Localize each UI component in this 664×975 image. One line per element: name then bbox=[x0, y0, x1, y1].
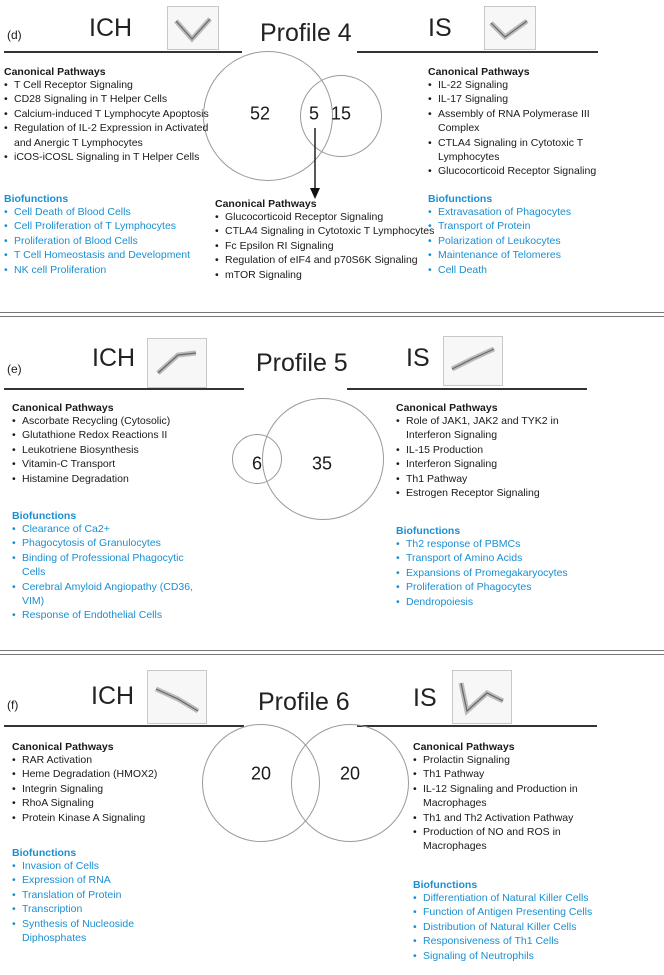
canonical-list bbox=[4, 78, 212, 164]
list-item: • Th1 Pathway bbox=[413, 767, 593, 781]
ich-canonical-block bbox=[12, 741, 202, 825]
list-item: • IL-15 Production bbox=[396, 443, 576, 457]
ich-biofunctions-block bbox=[4, 193, 234, 277]
list-item: • Phagocytosis of Granulocytes bbox=[12, 536, 202, 550]
list-item: • Heme Degradation (HMOX2) bbox=[12, 767, 202, 781]
list-item: • Assembly of RNA Polymerase III Complex bbox=[428, 107, 598, 136]
ich-underline bbox=[4, 388, 244, 390]
is-underline bbox=[347, 388, 587, 390]
is-profile-thumbnail bbox=[443, 336, 503, 386]
list-item: • T Cell Receptor Signaling bbox=[4, 78, 212, 92]
list-item: • Transcription bbox=[12, 902, 192, 916]
biofunctions-heading: Biofunctions bbox=[12, 847, 77, 859]
is-biofunctions-block bbox=[396, 525, 616, 609]
canonical-list bbox=[215, 210, 435, 282]
canonical-list bbox=[12, 753, 202, 825]
canonical-heading: Canonical Pathways bbox=[4, 66, 106, 78]
is-title: IS bbox=[413, 684, 437, 712]
biofunctions-heading: Biofunctions bbox=[396, 525, 461, 537]
list-item: • Signaling of Neutrophils bbox=[413, 949, 653, 963]
canonical-list bbox=[12, 414, 227, 486]
list-item: • IL-22 Signaling bbox=[428, 78, 598, 92]
biofunctions-heading: Biofunctions bbox=[428, 193, 493, 205]
is-biofunctions-block bbox=[428, 193, 628, 277]
list-item: • CTLA4 Signaling in Cytotoxic T Lymphocytes bbox=[215, 224, 435, 238]
is-canonical-block bbox=[396, 402, 576, 500]
ich-count: 6 bbox=[251, 453, 263, 474]
list-item: • Calcium-induced T Lymphocyte Apoptosis bbox=[4, 107, 212, 121]
list-item: • Proliferation of Phagocytes bbox=[396, 580, 616, 594]
shared-arrow bbox=[308, 128, 322, 200]
list-item: • Cell Proliferation of T Lymphocytes bbox=[4, 219, 234, 233]
ich-underline bbox=[4, 51, 242, 53]
is-profile-thumbnail bbox=[452, 670, 512, 724]
biofunctions-list bbox=[396, 537, 616, 609]
list-item: • Integrin Signaling bbox=[12, 782, 202, 796]
list-item: • CD28 Signaling in T Helper Cells bbox=[4, 92, 212, 106]
list-item: • Transport of Protein bbox=[428, 219, 628, 233]
ich-title: ICH bbox=[91, 682, 135, 710]
is-only-count: 15 bbox=[330, 103, 352, 124]
list-item: • IL-17 Signaling bbox=[428, 92, 598, 106]
list-item: • Th2 response of PBMCs bbox=[396, 537, 616, 551]
is-underline bbox=[357, 725, 597, 727]
list-item: • Binding of Professional Phagocytic Cells bbox=[12, 551, 202, 580]
list-item: • Fc Epsilon RI Signaling bbox=[215, 239, 435, 253]
list-item: • Role of JAK1, JAK2 and TYK2 in Interferon Signaling bbox=[396, 414, 576, 443]
is-count: 20 bbox=[339, 763, 361, 784]
ich-canonical-block bbox=[4, 66, 212, 164]
list-item: • Regulation of IL-2 Expression in Activated and Anergic T Lymphocytes bbox=[4, 121, 212, 150]
is-profile-thumbnail bbox=[484, 6, 536, 50]
list-item: • Synthesis of Nucleoside Diphosphates bbox=[12, 917, 192, 946]
section-divider bbox=[0, 654, 664, 655]
canonical-list bbox=[396, 414, 576, 500]
ich-canonical-block bbox=[12, 402, 227, 486]
list-item: • Transport of Amino Acids bbox=[396, 551, 616, 565]
is-underline bbox=[357, 51, 598, 53]
is-count: 35 bbox=[311, 453, 333, 474]
list-item: • Function of Antigen Presenting Cells bbox=[413, 905, 653, 919]
list-item: • iCOS-iCOSL Signaling in T Helper Cells bbox=[4, 150, 212, 164]
list-item: • CTLA4 Signaling in Cytotoxic T Lymphocytes bbox=[428, 136, 598, 165]
section-divider bbox=[0, 312, 664, 313]
ich-count: 20 bbox=[250, 763, 272, 784]
list-item: • Proliferation of Blood Cells bbox=[4, 234, 234, 248]
canonical-heading: Canonical Pathways bbox=[215, 198, 317, 210]
list-item: • Glucocorticoid Receptor Signaling bbox=[428, 164, 598, 178]
list-item: • Response of Endothelial Cells bbox=[12, 608, 202, 622]
canonical-list bbox=[413, 753, 593, 854]
list-item: • Glucocorticoid Receptor Signaling bbox=[215, 210, 435, 224]
list-item: • Production of NO and ROS in Macrophages bbox=[413, 825, 593, 854]
profile-title: Profile 4 bbox=[260, 19, 352, 47]
biofunctions-heading: Biofunctions bbox=[4, 193, 69, 205]
canonical-heading: Canonical Pathways bbox=[12, 402, 114, 414]
canonical-list bbox=[428, 78, 598, 179]
shared-canonical-block bbox=[215, 198, 435, 282]
list-item: • Clearance of Ca2+ bbox=[12, 522, 202, 536]
list-item: • NK cell Proliferation bbox=[4, 263, 234, 277]
list-item: • Dendropoiesis bbox=[396, 595, 616, 609]
list-item: • Expression of RNA bbox=[12, 873, 192, 887]
panel-label: (d) bbox=[7, 28, 22, 42]
list-item: • Maintenance of Telomeres bbox=[428, 248, 628, 262]
ich-profile-thumbnail bbox=[147, 338, 207, 388]
list-item: • Translation of Protein bbox=[12, 888, 192, 902]
biofunctions-heading: Biofunctions bbox=[413, 879, 478, 891]
shared-count: 5 bbox=[308, 103, 320, 124]
biofunctions-list bbox=[428, 205, 628, 277]
section-divider bbox=[0, 650, 664, 651]
list-item: • Invasion of Cells bbox=[12, 859, 192, 873]
list-item: • Glutathione Redox Reactions II bbox=[12, 428, 227, 442]
list-item: • RAR Activation bbox=[12, 753, 202, 767]
list-item: • Cell Death bbox=[428, 263, 628, 277]
canonical-heading: Canonical Pathways bbox=[413, 741, 515, 753]
biofunctions-list bbox=[4, 205, 234, 277]
is-title: IS bbox=[406, 344, 430, 372]
list-item: • Interferon Signaling bbox=[396, 457, 576, 471]
canonical-heading: Canonical Pathways bbox=[396, 402, 498, 414]
ich-title: ICH bbox=[92, 344, 136, 372]
ich-title: ICH bbox=[89, 14, 133, 42]
ich-biofunctions-block bbox=[12, 510, 202, 623]
ich-profile-thumbnail bbox=[147, 670, 207, 724]
list-item: • Responsiveness of Th1 Cells bbox=[413, 934, 653, 948]
list-item: • RhoA Signaling bbox=[12, 796, 202, 810]
list-item: • Histamine Degradation bbox=[12, 472, 227, 486]
profile-title: Profile 5 bbox=[256, 349, 348, 377]
section-divider bbox=[0, 316, 664, 317]
panel-label: (f) bbox=[7, 698, 19, 712]
biofunctions-heading: Biofunctions bbox=[12, 510, 77, 522]
list-item: • Th1 Pathway bbox=[396, 472, 576, 486]
list-item: • Distribution of Natural Killer Cells bbox=[413, 920, 653, 934]
list-item: • Extravasation of Phagocytes bbox=[428, 205, 628, 219]
is-canonical-block bbox=[428, 66, 598, 179]
list-item: • Ascorbate Recycling (Cytosolic) bbox=[12, 414, 227, 428]
list-item: • Cell Death of Blood Cells bbox=[4, 205, 234, 219]
ich-only-count: 52 bbox=[249, 103, 271, 124]
is-biofunctions-block bbox=[413, 879, 653, 963]
list-item: • Regulation of eIF4 and p70S6K Signaling bbox=[215, 253, 435, 267]
list-item: • Protein Kinase A Signaling bbox=[12, 811, 202, 825]
ich-profile-thumbnail bbox=[167, 6, 219, 50]
list-item: • Polarization of Leukocytes bbox=[428, 234, 628, 248]
list-item: • mTOR Signaling bbox=[215, 268, 435, 282]
canonical-heading: Canonical Pathways bbox=[12, 741, 114, 753]
is-title: IS bbox=[428, 14, 452, 42]
list-item: • Vitamin-C Transport bbox=[12, 457, 227, 471]
canonical-heading: Canonical Pathways bbox=[428, 66, 530, 78]
list-item: • Differentiation of Natural Killer Cells bbox=[413, 891, 653, 905]
biofunctions-list bbox=[12, 522, 202, 623]
biofunctions-list bbox=[413, 891, 653, 963]
list-item: • T Cell Homeostasis and Development bbox=[4, 248, 234, 262]
list-item: • Expansions of Promegakaryocytes bbox=[396, 566, 616, 580]
panel-label: (e) bbox=[7, 362, 22, 376]
ich-underline bbox=[4, 725, 244, 727]
biofunctions-list bbox=[12, 859, 192, 945]
profile-title: Profile 6 bbox=[258, 688, 350, 716]
list-item: • Estrogen Receptor Signaling bbox=[396, 486, 576, 500]
list-item: • Prolactin Signaling bbox=[413, 753, 593, 767]
list-item: • Th1 and Th2 Activation Pathway bbox=[413, 811, 593, 825]
list-item: • Cerebral Amyloid Angiopathy (CD36, VIM) bbox=[12, 580, 202, 609]
list-item: • Leukotriene Biosynthesis bbox=[12, 443, 227, 457]
ich-biofunctions-block bbox=[12, 847, 192, 945]
list-item: • IL-12 Signaling and Production in Macrophages bbox=[413, 782, 593, 811]
is-canonical-block bbox=[413, 741, 593, 854]
